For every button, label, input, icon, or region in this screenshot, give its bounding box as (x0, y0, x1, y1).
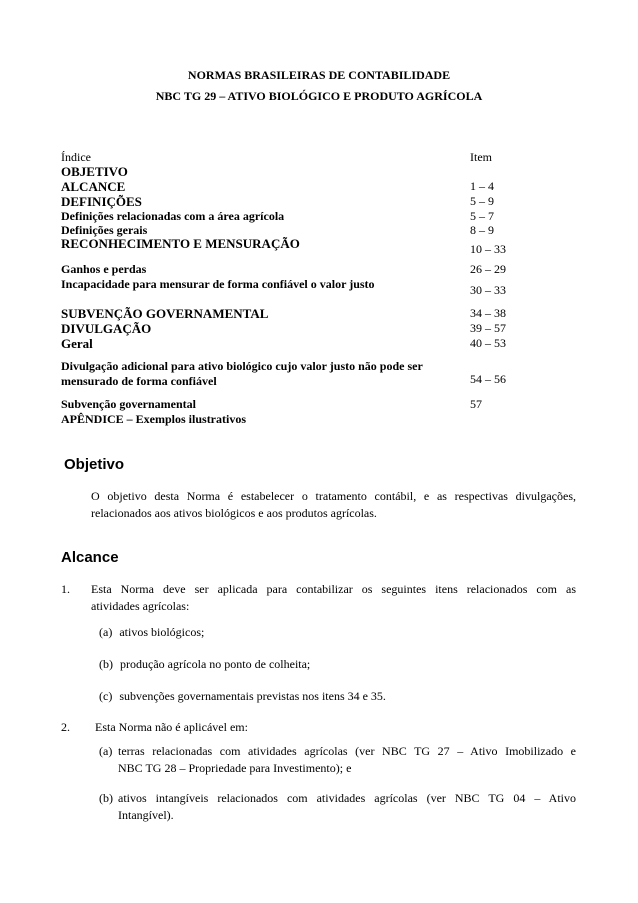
index-label: APÊNDICE – Exemplos ilustrativos (61, 412, 247, 426)
list-text: NBC TG 28 – Propriedade para Investimento); e (118, 761, 352, 775)
section-title-alcance: Alcance (61, 549, 119, 566)
alcance-paragraph-1 (91, 581, 576, 615)
index-label: Definições gerais (61, 223, 148, 237)
list-mark: (b) (99, 791, 113, 805)
objetivo-line: O objetivo desta Norma é estabelecer o tratamento contábil, e as respectivas divulgações, (91, 489, 576, 503)
index-label: Incapacidade para mensurar de forma confiável o valor justo (61, 277, 375, 291)
index-item: 5 – 7 (470, 209, 494, 223)
index-label: Geral (61, 336, 93, 351)
index-label: Subvenção governamental (61, 397, 196, 411)
list-mark: (a) (99, 744, 113, 758)
index-item: 1 – 4 (470, 179, 494, 193)
list-item (99, 688, 386, 705)
list-item (99, 743, 576, 777)
index-label: ALCANCE (61, 179, 126, 194)
section-title-objetivo: Objetivo (64, 456, 125, 473)
list-mark: (c) (99, 689, 113, 703)
paragraph-number: 2. (61, 720, 70, 734)
index-item: 5 – 9 (470, 194, 494, 208)
index-item: 34 – 38 (470, 306, 506, 320)
index-item: 8 – 9 (470, 223, 494, 237)
index-item: 39 – 57 (470, 321, 506, 335)
index-item: 30 – 33 (470, 283, 506, 297)
index-label: Ganhos e perdas (61, 262, 147, 276)
list-mark: (b) (99, 657, 113, 671)
index-item: 40 – 53 (470, 336, 506, 350)
list-text: Intangível). (118, 808, 174, 822)
list-item (99, 656, 310, 673)
index-label: OBJETIVO (61, 164, 128, 179)
index-item: 26 – 29 (470, 262, 506, 276)
list-text: subvenções governamentais previstas nos itens 34 e 35. (119, 689, 386, 703)
index-label: RECONHECIMENTO E MENSURAÇÃO (61, 236, 300, 251)
list-item (99, 790, 576, 824)
list-text: ativos biológicos; (119, 625, 205, 639)
index-item: 54 – 56 (470, 372, 506, 386)
index-col-item: Item (470, 150, 492, 164)
list-item (99, 624, 204, 641)
list-text: ativos intangíveis relacionados com atividades agrícolas (ver NBC TG 04 – Ativo (118, 791, 576, 805)
list-mark: (a) (99, 625, 113, 639)
list-text: terras relacionadas com atividades agrícolas (ver NBC TG 27 – Ativo Imobilizado e (118, 744, 576, 758)
index-label-cont: mensurado de forma confiável (61, 374, 217, 388)
objetivo-line: relacionados aos ativos biológicos e aos produtos agrícolas. (91, 506, 377, 520)
alcance-paragraph-2: Esta Norma não é aplicável em: (95, 720, 248, 734)
index-label: SUBVENÇÃO GOVERNAMENTAL (61, 306, 269, 321)
index-label: Definições relacionadas com a área agrícola (61, 209, 285, 223)
index-col-label: Índice (61, 150, 91, 164)
index-label: Divulgação adicional para ativo biológico cujo valor justo não pode ser (61, 359, 423, 373)
list-text: produção agrícola no ponto de colheita; (120, 657, 311, 671)
index-label: DEFINIÇÕES (61, 194, 142, 209)
index-item: 10 – 33 (470, 242, 506, 256)
paragraph-line: Esta Norma deve ser aplicada para contabilizar os seguintes itens relacionados com as (91, 582, 576, 596)
index-item: 57 (470, 397, 482, 411)
paragraph-number: 1. (61, 582, 70, 596)
paragraph-line: atividades agrícolas: (91, 599, 190, 613)
objetivo-paragraph (91, 488, 576, 522)
index-label: DIVULGAÇÃO (61, 321, 152, 336)
header-subtitle: NBC TG 29 – ATIVO BIOLÓGICO E PRODUTO AGRÍCOLA (155, 89, 483, 103)
header-title: NORMAS BRASILEIRAS DE CONTABILIDADE (187, 68, 451, 82)
